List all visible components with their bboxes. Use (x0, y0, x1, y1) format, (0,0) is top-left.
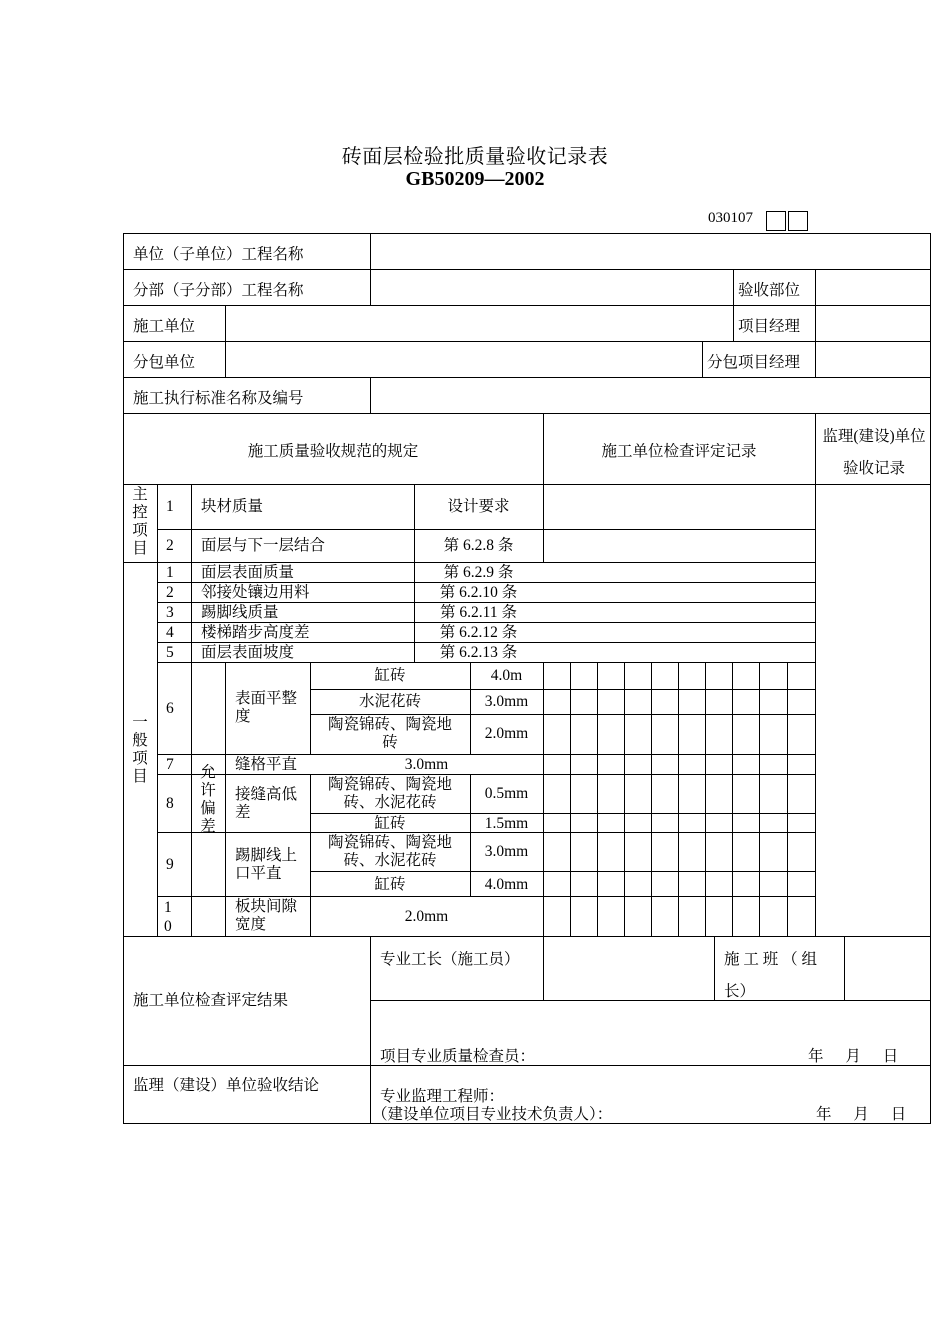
general-item-name: 面层表面坡度 (201, 644, 295, 661)
general-item-name: 邻接处镶边用料 (201, 584, 310, 601)
main-item-req: 设计要求 (447, 498, 510, 515)
general-item-name: 面层表面质量 (201, 564, 295, 581)
main-item-req: 第 6.2.8 条 (443, 537, 514, 554)
subcontract-unit-label: 分包单位 (133, 354, 196, 371)
project-manager-field[interactable] (817, 307, 928, 339)
deviation-item-name: 表面平整度 (235, 690, 298, 725)
supervision-column-header: 监理(建设)单位验收记录 (822, 428, 926, 477)
deviation-sub-value: 4.0mm (484, 876, 529, 893)
main-item-name: 块材质量 (201, 498, 264, 515)
deviation-sub-type: 缸砖 (374, 667, 406, 684)
owner-rep-label: （建设单位项目专业技术负责人）： (372, 1106, 613, 1123)
deviation-sub-type: 陶瓷锦砖、陶瓷地砖 (327, 716, 452, 751)
general-item-req: 第 6.2.13 条 (439, 644, 518, 661)
general-item-no: 3 (166, 604, 174, 621)
deviation-item-name: 缝格平直 (235, 756, 298, 773)
general-item-req: 第 6.2.12 条 (439, 624, 518, 641)
general-item-no: 5 (166, 644, 174, 661)
construction-unit-field[interactable] (227, 307, 731, 339)
unit-project-label: 单位（子单位）工程名称 (133, 246, 304, 263)
code-box-1[interactable] (766, 211, 786, 231)
deviation-sub-type: 水泥花砖 (358, 693, 421, 710)
deviation-item-name: 踢脚线上口平直 (235, 847, 298, 882)
deviation-sub-type: 陶瓷锦砖、陶瓷地砖、水泥花砖 (327, 834, 452, 869)
deviation-item-no: 8 (166, 795, 174, 812)
check-record-column-header: 施工单位检查评定记录 (601, 443, 757, 460)
page-title: 砖面层检验批质量验收记录表 (341, 144, 609, 168)
deviation-item-no: 1 0 (164, 899, 172, 935)
deviation-sub-type: 缸砖 (374, 815, 406, 832)
standard-label: 施工执行标准名称及编号 (133, 390, 304, 407)
main-item-name: 面层与下一层结合 (201, 537, 326, 554)
standard-field[interactable] (372, 379, 928, 411)
deviation-item-no: 9 (166, 856, 174, 873)
team-leader-label: 施 工 班 （ 组 长） (724, 951, 818, 1000)
general-item-name: 踢脚线质量 (201, 604, 279, 621)
deviation-sub-type: 缸砖 (374, 876, 406, 893)
deviation-item-no: 6 (166, 700, 174, 717)
deviation-sub-value: 1.5mm (484, 815, 529, 832)
deviation-sub-value: 0.5mm (484, 785, 529, 802)
general-item-name: 楼梯踏步高度差 (201, 624, 310, 641)
main-items-group-label: 主控项目 (132, 486, 148, 557)
code-box-2[interactable] (788, 211, 808, 231)
general-item-no: 1 (166, 564, 174, 581)
supervisor-label: 专业监理工程师： (380, 1088, 505, 1105)
main-item-check-field[interactable] (545, 531, 813, 561)
main-item-no: 1 (166, 498, 174, 515)
deviation-item-value: 2.0mm (404, 908, 449, 925)
unit-project-field[interactable] (372, 235, 928, 267)
check-result-label: 施工单位检查评定结果 (133, 992, 289, 1009)
subcontract-manager-label: 分包项目经理 (707, 354, 801, 371)
team-leader-signature-field[interactable] (846, 938, 928, 998)
deviation-item-value: 3.0mm (404, 756, 449, 773)
subcontract-manager-field[interactable] (817, 343, 928, 375)
project-manager-label: 项目经理 (738, 318, 801, 335)
standard-code: GB50209—2002 (405, 168, 545, 190)
main-item-no: 2 (166, 537, 174, 554)
deviation-sub-value: 2.0mm (484, 725, 529, 742)
acceptance-part-label: 验收部位 (738, 282, 801, 299)
deviation-item-no: 7 (166, 756, 174, 773)
construction-unit-label: 施工单位 (133, 318, 196, 335)
sub-project-field[interactable] (372, 271, 731, 303)
form-code: 030107 (708, 210, 753, 226)
subcontract-unit-field[interactable] (227, 343, 700, 375)
general-item-no: 2 (166, 584, 174, 601)
general-items-supervision-field[interactable] (817, 564, 928, 935)
deviation-sub-value: 3.0mm (484, 693, 529, 710)
deviation-sub-value: 3.0mm (484, 843, 529, 860)
foreman-label: 专业工长（施工员） (380, 951, 520, 968)
general-item-req: 第 6.2.11 条 (440, 604, 517, 621)
general-item-req: 第 6.2.10 条 (439, 584, 518, 601)
deviation-sub-value: 4.0m (490, 667, 523, 684)
supervision-date: 年 月 日 (816, 1106, 907, 1123)
main-item-check-field[interactable] (545, 486, 813, 528)
deviation-item-name: 接缝高低差 (235, 786, 298, 821)
inspector-label: 项目专业质量检查员： (380, 1048, 536, 1065)
acceptance-part-field[interactable] (817, 271, 928, 303)
general-item-no: 4 (166, 624, 174, 641)
main-items-supervision-field[interactable] (817, 486, 928, 561)
allowable-deviation-label: 允许偏差 (200, 764, 216, 835)
deviation-item-name: 板块间隙宽度 (235, 898, 298, 933)
inspection-date: 年 月 日 (808, 1048, 899, 1065)
general-items-group-label: 一般项目 (132, 714, 148, 785)
supervision-conclusion-label: 监理（建设）单位验收结论 (133, 1077, 320, 1094)
general-items-check-field[interactable] (545, 564, 813, 661)
deviation-sub-type: 陶瓷锦砖、陶瓷地砖、水泥花砖 (327, 776, 452, 811)
spec-column-header: 施工质量验收规范的规定 (247, 443, 419, 460)
foreman-signature-field[interactable] (545, 938, 712, 998)
general-item-req: 第 6.2.9 条 (443, 564, 514, 581)
sub-project-label: 分部（子分部）工程名称 (133, 282, 304, 299)
